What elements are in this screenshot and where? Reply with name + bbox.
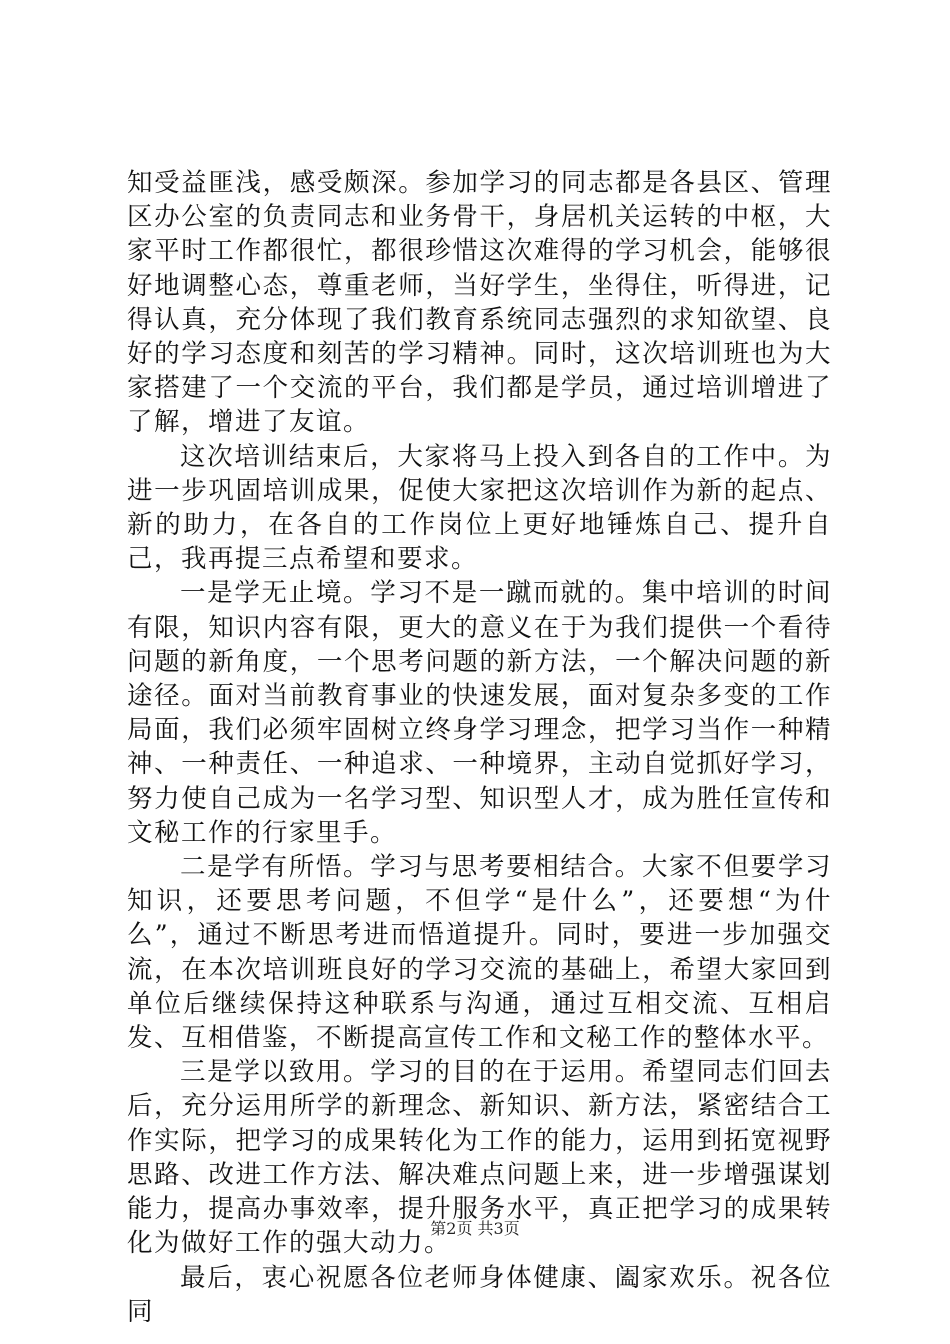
- page-number-footer: 第2页 共3页: [430, 1219, 520, 1238]
- paragraph-point-two: 二是学有所悟。学习与思考要相结合。大家不但要学习知识，还要思考问题，不但学“是什么”，还要想“为什么”，通过不断思考进而悟道提升。同时，要进一步加强交流，在本次培训班良好的学习交流的基础上，希望大家回到单位后继续保持这种联系与沟通，通过互相交流、互相启发、互相借鉴，不断提高宣传工作和文秘工作的整体水平。: [127, 852, 832, 1054]
- paragraph-continuation: 知受益匪浅，感受颇深。参加学习的同志都是各县区、管理区办公室的负责同志和业务骨干，身居机关运转的中枢，大家平时工作都很忙，都很珍惜这次难得的学习机会，能够很好地调整心态，尊重老师，当好学生，坐得住，听得进，记得认真，充分体现了我们教育系统同志强烈的求知欲望、良好的学习态度和刻苦的学习精神。同时，这次培训班也为大家搭建了一个交流的平台，我们都是学员，通过培训增进了了解，增进了友谊。: [127, 168, 832, 438]
- paragraph-point-one: 一是学无止境。学习不是一蹴而就的。集中培训的时间有限，知识内容有限，更大的意义在于为我们提供一个看待问题的新角度，一个思考问题的新方法，一个解决问题的新途径。面对当前教育事业的快速发展，面对复杂多变的工作局面，我们必须牢固树立终身学习理念，把学习当作一种精神、一种责任、一种追求、一种境界，主动自觉抓好学习，努力使自己成为一名学习型、知识型人才，成为胜任宣传和文秘工作的行家里手。: [127, 578, 832, 848]
- paragraph-training-conclusion: 这次培训结束后，大家将马上投入到各自的工作中。为进一步巩固培训成果，促使大家把这次培训作为新的起点、新的助力，在各自的工作岗位上更好地锤炼自己、提升自己，我再提三点希望和要求。: [127, 441, 832, 575]
- paragraph-point-three: 三是学以致用。学习的目的在于运用。希望同志们回去后，充分运用所学的新理念、新知识、新方法，紧密结合工作实际，把学习的成果转化为工作的能力，运用到拓宽视野思路、改进工作方法、解决难点问题上来，进一步增强谋划能力，提高办事效率，提升服务水平，真正把学习的成果转化为做好工作的强大动力。: [127, 1057, 832, 1259]
- document-body: [127, 166, 832, 1329]
- paragraph-closing: 最后，衷心祝愿各位老师身体健康、阖家欢乐。祝各位同: [127, 1262, 832, 1327]
